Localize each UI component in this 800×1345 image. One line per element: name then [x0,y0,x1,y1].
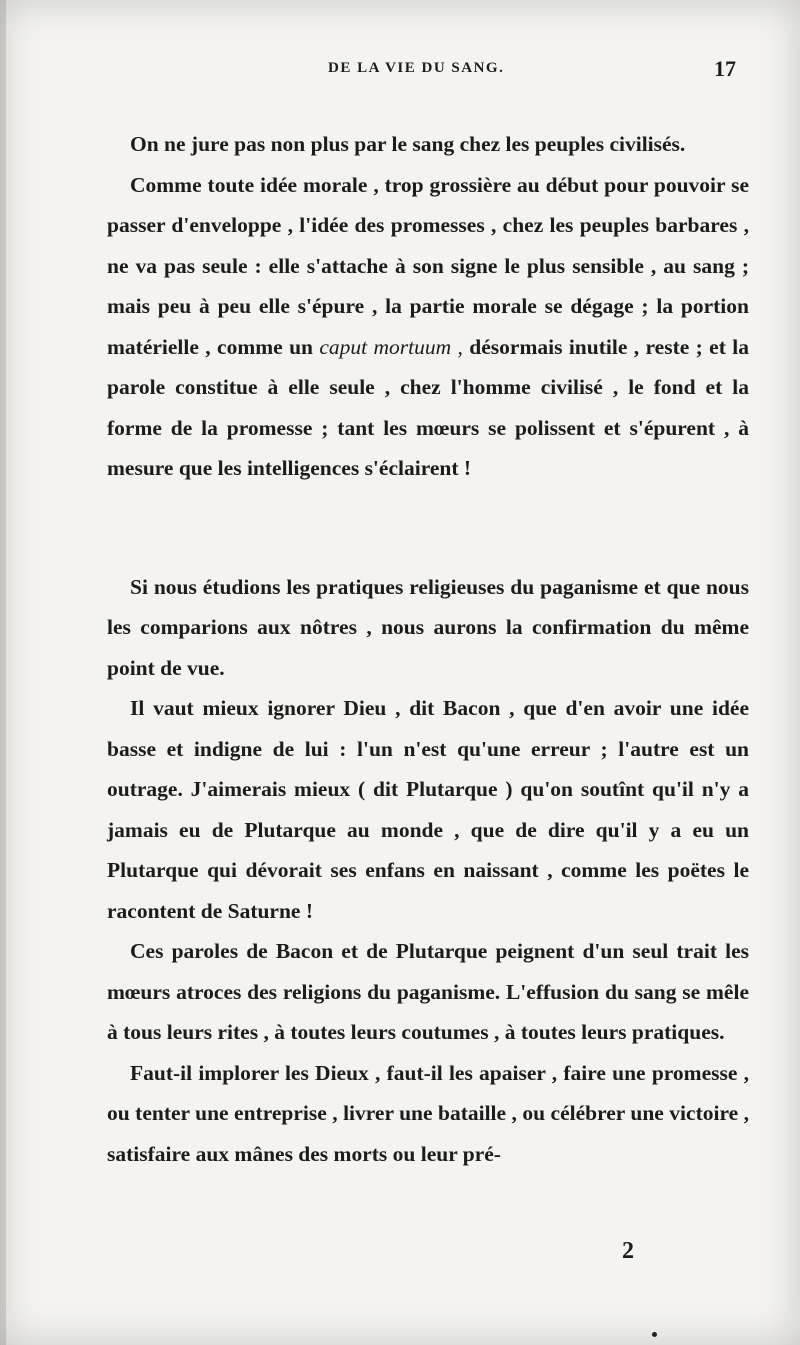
body-text [107,124,749,1174]
paragraph: Comme toute idée morale , trop grossière au début pour pouvoir se passer d'enveloppe , l'idée des promesses , chez les peuples barbares , ne va pas seule : elle s'attache à son signe le plus sensible , au sang ; mais peu à peu elle s'épure , la partie morale se dégage ; la portion matérielle , comme un caput mortuum , désormais inutile , reste ; et la parole constitue à elle seule , chez l'homme civilisé , le fond et la forme de la promesse ; tant les mœurs se polissent et s'épurent , à mesure que les intelligences s'éclairent ! [107,172,749,480]
page-edge [0,0,6,1345]
paragraph: On ne jure pas non plus par le sang chez les peuples civilisés. [130,132,686,156]
signature-mark: 2 [622,1238,634,1264]
ink-dot [652,1332,657,1337]
paragraph: Il vaut mieux ignorer Dieu , dit Bacon , que d'en avoir une idée basse et indigne de lui : l'un n'est qu'une erreur ; l'autre est un outrage. J'aimerais mieux ( dit Plutarque ) qu'on soutînt qu'il n'y a jamais eu de Plutarque au monde , que de dire qu'il y a eu un Plutarque qui dévorait ses enfans en naissant , comme les poëtes le racontent de Saturne ! [107,696,749,923]
paragraph: Faut-il implorer les Dieux , faut-il les apaiser , faire une promesse , ou tenter une entreprise , livrer une bataille , ou célébrer une victoire , satisfaire aux mânes des morts ou leur pré- [107,1060,749,1166]
running-title: DE LA VIE DU SANG. [328,60,505,76]
paragraph: Si nous étudions les pratiques religieuses du paganisme et que nous les comparions aux nôtres , nous aurons la confirmation du même point de vue. [107,574,749,680]
section-break [107,489,749,567]
latin-phrase: caput mortuum , [319,334,463,359]
page-header [130,56,740,86]
page-number: 17 [714,56,736,81]
paragraph: Ces paroles de Bacon et de Plutarque peignent d'un seul trait les mœurs atroces des religions du paganisme. L'effusion du sang se mêle à tous leurs rites , à toutes leurs coutumes , à toutes leurs pratiques. [107,939,749,1044]
